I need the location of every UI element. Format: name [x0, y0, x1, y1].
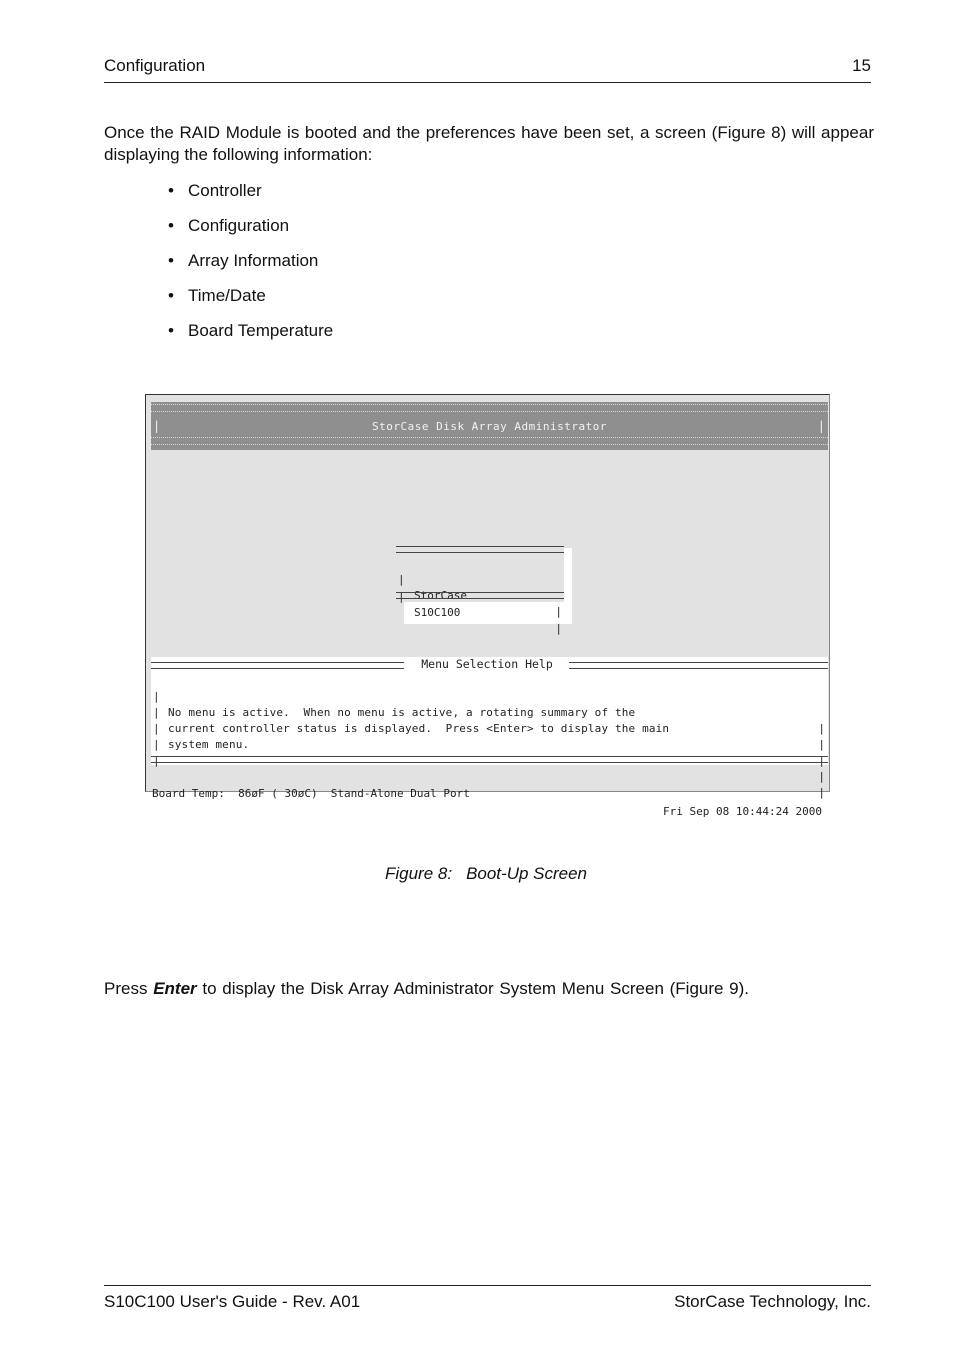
divider [569, 662, 828, 669]
popup-vendor: StorCase [414, 589, 467, 602]
list-item: • Controller [168, 181, 262, 200]
figure-caption [0, 864, 972, 884]
list-item: • Configuration [168, 216, 290, 235]
page-footer [104, 1285, 871, 1311]
intro-paragraph: Once the RAID Module is booted and the preferences have been set, a screen (Figure 8) will appear displaying the following information: [104, 123, 874, 164]
divider [151, 662, 404, 669]
page-number: 15 [852, 56, 871, 75]
status-line [151, 767, 822, 818]
divider [151, 437, 828, 445]
border-bar: | [817, 419, 825, 433]
popup-model: S10C100 [414, 606, 461, 619]
border-bar: | [153, 419, 161, 433]
divider [396, 592, 564, 599]
company-name: StorCase Technology, Inc. [674, 1292, 871, 1311]
list-item: • Time/Date [168, 286, 266, 305]
guide-title: S10C100 User's Guide - Rev. A01 [104, 1292, 361, 1311]
help-title: Menu Selection Help [421, 657, 553, 671]
list-item: • Array Information [168, 251, 319, 270]
help-line: | current controller status is displayed. Press <Enter> to display the main | [153, 706, 825, 751]
terminal-title-bar [151, 402, 828, 450]
help-line: | system menu. | [153, 722, 825, 767]
help-line: | | [153, 754, 825, 799]
enter-key: Enter [153, 979, 197, 998]
divider [151, 756, 828, 763]
info-list [168, 180, 333, 355]
popup-box [396, 546, 564, 635]
terminal-title: StorCase Disk Array Administrator [371, 420, 608, 433]
boot-up-screen [145, 394, 830, 818]
date-time: Fri Sep 08 10:44:24 2000 [663, 805, 822, 818]
divider [396, 546, 564, 553]
popup-line: | S10C100 | [398, 590, 562, 635]
board-status: Board Temp: 86øF ( 30øC) Stand-Alone Dual Port [152, 787, 470, 800]
help-line: | No menu is active. When no menu is active, a rotating summary of the | [153, 690, 825, 735]
list-item: • Board Temperature [168, 321, 334, 340]
instruction-paragraph: Press Enter to display the Disk Array Administrator System Menu Screen (Figure 9). [104, 979, 750, 998]
page-header [104, 56, 871, 83]
figure-label: Figure 8: [384, 864, 453, 883]
divider [151, 404, 828, 412]
popup-line: | StorCase | [398, 573, 562, 618]
controller-popup [398, 548, 572, 635]
help-line: | | [153, 738, 825, 783]
section-title: Configuration [104, 56, 206, 75]
figure-title: Boot-Up Screen [466, 864, 588, 883]
